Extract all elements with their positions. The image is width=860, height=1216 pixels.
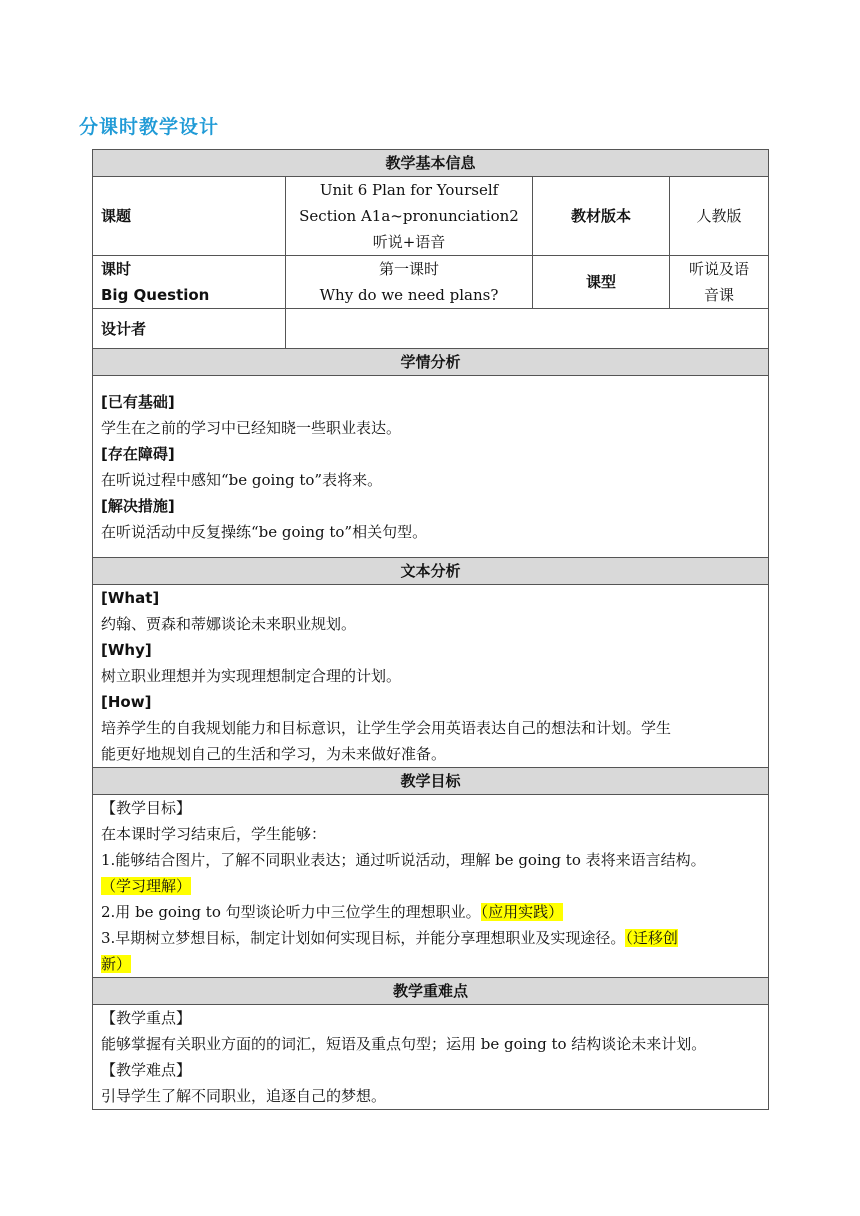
lesson-type-line: 听说及语	[689, 260, 750, 278]
how-label: [How]	[101, 693, 152, 711]
key-points-content	[93, 1005, 769, 1110]
goal-2-tag: （应用实践）	[480, 903, 564, 921]
topic-line: Unit 6 Plan for Yourself	[319, 181, 499, 199]
period-value-cell	[286, 256, 533, 309]
goal-2-text: 2.用 be going to 句型谈论听力中三位学生的理想职业。	[101, 903, 481, 921]
difficulty-label: 【教学难点】	[101, 1061, 192, 1079]
goal-2	[101, 899, 760, 925]
difficulty-text: 引导学生了解不同职业，追逐自己的梦想。	[101, 1087, 387, 1105]
basis-text: 学生在之前的学习中已经知晓一些职业表达。	[101, 418, 402, 437]
measure-text: 在听说活动中反复操练“be going to”相关句型。	[101, 522, 428, 541]
designer-label: 设计者	[93, 309, 286, 349]
why-text: 树立职业理想并为实现理想制定合理的计划。	[101, 667, 402, 685]
goal-3-text: 3.早期树立梦想目标，制定计划如何实现目标，并能分享理想职业及实现途径。	[101, 929, 626, 947]
key-points-header: 教学重难点	[93, 978, 769, 1005]
focus-label: 【教学重点】	[101, 1009, 192, 1027]
basis-label: [已有基础]	[101, 392, 175, 411]
what-text: 约翰、贾森和蒂娜谈论未来职业规划。	[101, 615, 357, 633]
lesson-type-label: 课型	[533, 256, 670, 309]
goal-3-tag-cont: 新）	[101, 955, 132, 973]
designer-value	[286, 309, 769, 349]
edition-value: 人教版	[670, 177, 769, 256]
text-analysis-header: 文本分析	[93, 558, 769, 585]
basic-info-header: 教学基本信息	[93, 150, 769, 177]
objectives-intro: 在本课时学习结束后，学生能够：	[101, 825, 327, 843]
goal-1: 1.能够结合图片，了解不同职业表达；通过听说活动，理解 be going to 表将来语言结构。	[101, 851, 706, 869]
text-analysis-content	[93, 585, 769, 768]
objectives-sub-label: 【教学目标】	[101, 799, 192, 817]
big-question-value: Why do we need plans?	[319, 286, 499, 304]
topic-label: 课题	[93, 177, 286, 256]
period-cell	[93, 256, 286, 309]
goal-3	[101, 925, 760, 951]
how-text: 培养学生的自我规划能力和目标意识，让学生学会用英语表达自己的想法和计划。学生	[101, 719, 672, 737]
focus-text: 能够掌握有关职业方面的的词汇，短语及重点句型；运用 be going to 结构谈论未来计划。	[101, 1035, 707, 1053]
why-label: [Why]	[101, 641, 152, 659]
lesson-plan-table	[92, 149, 769, 1110]
page-title: 分课时教学设计	[79, 116, 220, 138]
edition-label: 教材版本	[533, 177, 670, 256]
big-question-label: Big Question	[101, 286, 210, 304]
objectives-content	[93, 795, 769, 978]
topic-line: Section A1a~pronunciation2	[299, 207, 519, 225]
measure-label: [解决措施]	[101, 496, 175, 515]
learner-analysis-content	[93, 376, 769, 558]
topic-line: 听说+语音	[372, 233, 446, 251]
how-text: 能更好地规划自己的生活和学习，为未来做好准备。	[101, 745, 447, 763]
what-label: [What]	[101, 589, 160, 607]
obstacle-label: [存在障碍]	[101, 444, 175, 463]
obstacle-text: 在听说过程中感知“be going to”表将来。	[101, 470, 383, 489]
lesson-type-line: 音课	[704, 286, 735, 304]
lesson-type-value	[670, 256, 769, 309]
period-value: 第一课时	[378, 260, 439, 278]
objectives-header: 教学目标	[93, 768, 769, 795]
topic-value	[286, 177, 533, 256]
goal-3-tag: （迁移创	[625, 929, 678, 947]
goal-1-tag: （学习理解）	[101, 877, 192, 895]
period-label: 课时	[101, 260, 132, 278]
learner-analysis-header: 学情分析	[93, 349, 769, 376]
